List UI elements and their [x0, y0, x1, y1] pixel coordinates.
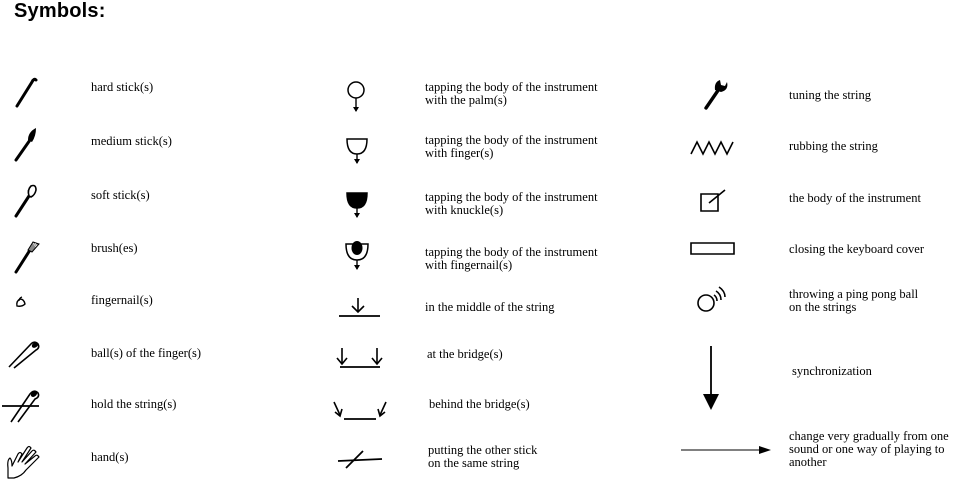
col2-label-2b: with finger(s): [425, 146, 494, 160]
col2-label-4b: with fingernail(s): [425, 258, 513, 272]
col3-label-5b: on the strings: [789, 300, 857, 314]
col1-label-6: ball(s) of the finger(s): [91, 346, 202, 360]
soft-stick-icon: [12, 182, 42, 220]
page-title: Symbols:: [14, 0, 106, 22]
instrument-body-icon: [698, 188, 728, 214]
knuckle-tap-icon: [344, 190, 370, 220]
col2-label-1a: tapping the body of the instrument: [425, 80, 598, 94]
col3-label-1: tuning the string: [789, 88, 871, 102]
finger-tap-icon: [344, 136, 370, 166]
behind-bridge-icon: [330, 398, 390, 422]
col1-label-2: medium stick(s): [91, 134, 172, 148]
fingernail-icon: [14, 294, 30, 310]
ping-pong-ball-icon: [695, 284, 731, 316]
middle-string-icon: [336, 296, 382, 320]
brush-icon: [12, 238, 42, 276]
stick-on-string-icon: [336, 448, 384, 472]
col1-label-8: hand(s): [91, 450, 129, 464]
col2-label-5: in the middle of the string: [425, 300, 555, 314]
hard-stick-icon: [12, 74, 42, 110]
medium-stick-icon: [12, 126, 42, 164]
hold-string-icon: [2, 384, 42, 424]
col3-label-7c: another: [789, 455, 827, 469]
col2-label-7: behind the bridge(s): [429, 397, 530, 411]
col1-label-4: brush(es): [91, 241, 138, 255]
col1-label-1: hard stick(s): [91, 80, 154, 94]
col2-label-8a: putting the other stick: [428, 443, 538, 457]
right-arrow-icon: [679, 444, 773, 456]
col2-label-8b: on the same string: [428, 456, 520, 470]
zigzag-icon: [689, 138, 737, 158]
col3-label-4: closing the keyboard cover: [789, 242, 925, 256]
hand-icon: [4, 440, 44, 480]
col2-label-6: at the bridge(s): [427, 347, 503, 361]
col3-label-7a: change very gradually from one: [789, 429, 949, 443]
down-arrow-icon: [700, 344, 722, 412]
col3-label-6: synchronization: [792, 364, 872, 378]
col2-label-3a: tapping the body of the instrument: [425, 190, 598, 204]
col3-label-7b: sound or one way of playing to: [789, 442, 945, 456]
keyboard-cover-icon: [689, 241, 737, 257]
col1-label-5: fingernail(s): [91, 293, 153, 307]
col3-label-2: rubbing the string: [789, 139, 878, 153]
col1-label-3: soft stick(s): [91, 188, 150, 202]
col3-label-5a: throwing a ping pong ball: [789, 287, 919, 301]
palm-tap-icon: [344, 80, 368, 114]
col1-label-7: hold the string(s): [91, 397, 177, 411]
col2-label-4a: tapping the body of the instrument: [425, 245, 598, 259]
col2-label-1b: with the palm(s): [425, 93, 507, 107]
fingernail-tap-icon: [344, 240, 370, 272]
at-bridge-icon: [334, 346, 386, 372]
col2-label-2a: tapping the body of the instrument: [425, 133, 598, 147]
col3-label-3: the body of the instrument: [789, 191, 921, 205]
finger-ball-icon: [6, 336, 44, 370]
col2-label-3b: with knuckle(s): [425, 203, 504, 217]
tuning-wrench-icon: [700, 78, 730, 112]
